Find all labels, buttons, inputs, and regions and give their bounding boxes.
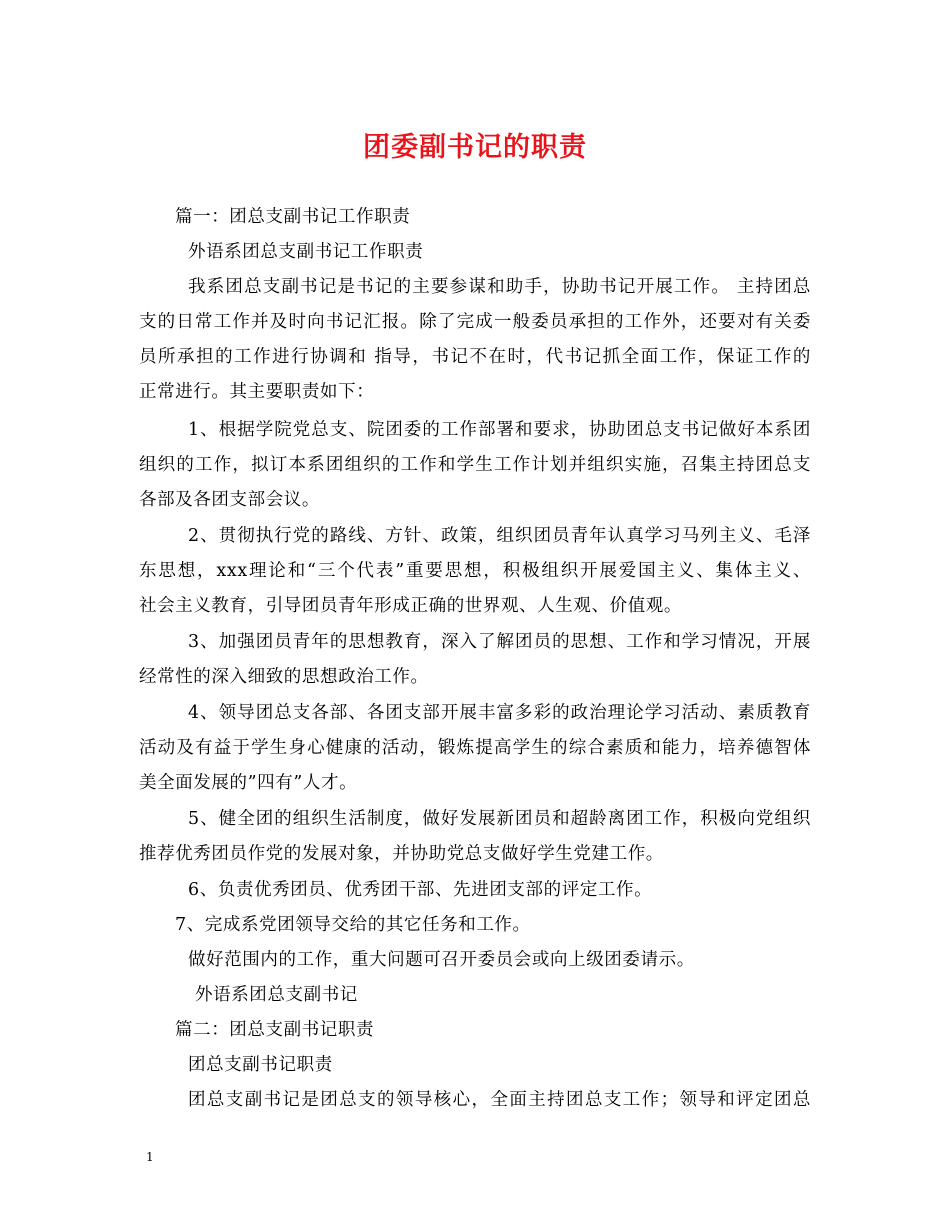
list-item-line: 推荐优秀团员作党的发展对象，并协助党总支做好学生党建工作。 — [139, 844, 664, 864]
signature-line: 外语系团总支副书记 — [195, 985, 358, 1005]
list-item-line: 各部及各团支部会议。 — [139, 490, 320, 510]
section-heading-1: 篇一：团总支副书记工作职责 — [175, 207, 411, 227]
page-number: 1 — [146, 1150, 154, 1164]
paragraph-line: 支的日常工作并及时向书记汇报。除了完成一般委员承担的工作外，还要对有关委 — [139, 312, 811, 332]
section-heading-2: 篇二：团总支副书记职责 — [175, 1020, 375, 1040]
list-item-line: 3、加强团员青年的思想教育，深入了解团员的思想、工作和学习情况，开展 — [188, 632, 811, 652]
list-item-line: 2、贯彻执行党的路线、方针、政策，组织团员青年认真学习马列主义、毛泽 — [188, 526, 811, 546]
list-item-line: 经常性的深入细致的思想政治工作。 — [139, 667, 429, 687]
list-item-line: 美全面发展的”四有”人才。 — [139, 773, 358, 793]
list-item-line: 5、健全团的组织生活制度，做好发展新团员和超龄离团工作，积极向党组织 — [188, 809, 811, 829]
list-item-line: 6、负责优秀团员、优秀团干部、先进团支部的评定工作。 — [188, 880, 653, 900]
paragraph-line: 员所承担的工作进行协调和 指导，书记不在时，代书记抓全面工作，保证工作的 — [139, 347, 811, 367]
paragraph-line: 正常进行。其主要职责如下： — [139, 382, 375, 402]
list-item-line: 组织的工作，拟订本系团组织的工作和学生工作计划并组织实施，召集主持团总支 — [139, 455, 811, 475]
paragraph-line: 团总支副书记是团总支的领导核心，全面主持团总支工作；领导和评定团总 — [188, 1090, 811, 1110]
list-item-line: 1、根据学院党总支、院团委的工作部署和要求，协助团总支书记做好本系团 — [188, 420, 811, 440]
list-item-line: 活动及有益于学生身心健康的活动，锻炼提高学生的综合素质和能力，培养德智体 — [139, 738, 811, 758]
subheading: 团总支副书记职责 — [188, 1055, 333, 1075]
list-item-line: 东思想，xxx理论和“三个代表”重要思想，积极组织开展爱国主义、集体主义、 — [139, 561, 811, 581]
list-item-line: 7、完成系党团领导交给的其它任务和工作。 — [175, 915, 531, 935]
paragraph-line: 我系团总支副书记是书记的主要参谋和助手，协助书记开展工作。 主持团总 — [188, 277, 811, 297]
paragraph-line: 做好范围内的工作，重大问题可召开委员会或向上级团委请示。 — [188, 950, 695, 970]
page-title: 团委副书记的职责 — [363, 132, 587, 163]
list-item-line: 4、领导团总支各部、各团支部开展丰富多彩的政治理论学习活动、素质教育 — [188, 703, 811, 723]
subheading: 外语系团总支副书记工作职责 — [188, 242, 424, 262]
list-item-line: 社会主义教育，引导团员青年形成正确的世界观、人生观、价值观。 — [139, 596, 682, 616]
